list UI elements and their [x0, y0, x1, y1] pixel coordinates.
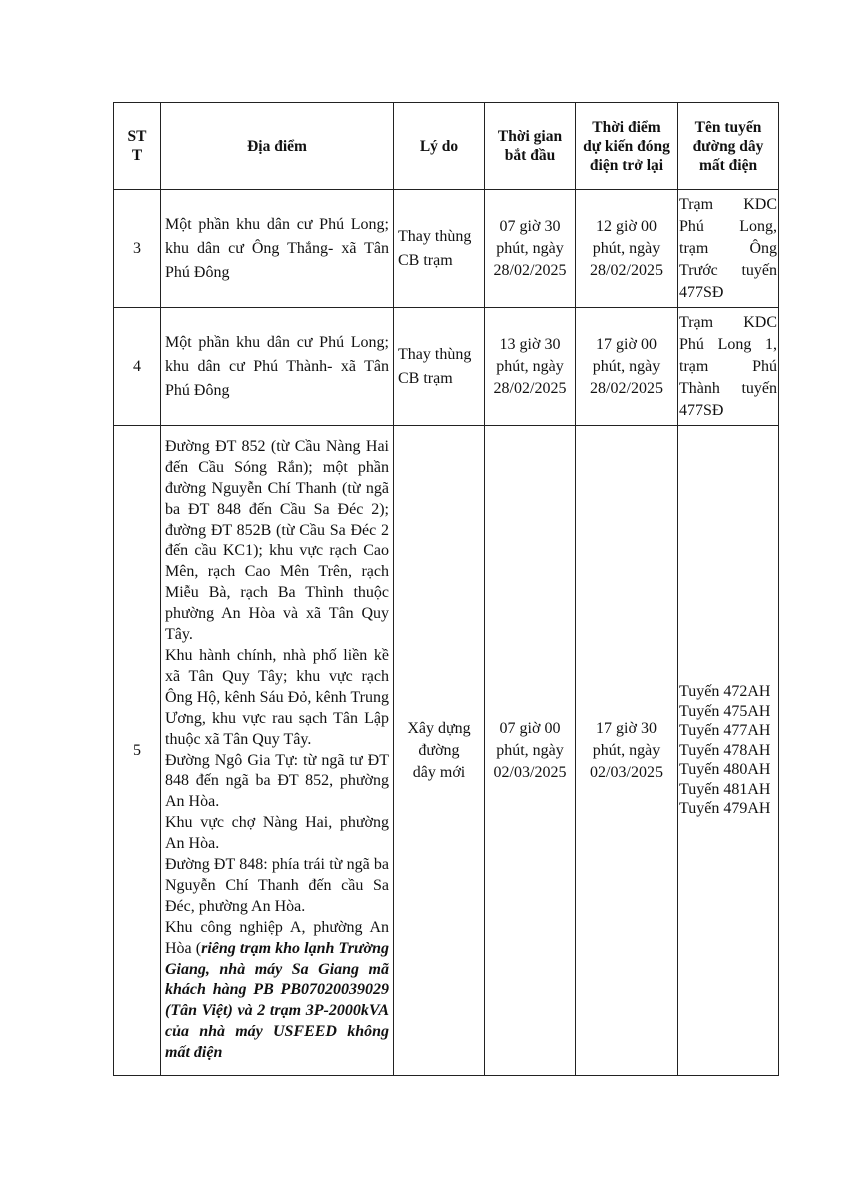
route-item: Tuyến 478AH	[679, 741, 771, 759]
row-route: Trạm KDC Phú Long 1, trạm Phú Thành tuyến 477SĐ	[678, 308, 779, 426]
location-paragraph: Đường Ngô Gia Tự: từ ngã tư ĐT 848 đến ngã ba ĐT 852, phường An Hòa.	[165, 751, 389, 811]
row-restore-time: 12 giờ 00 phút, ngày 28/02/2025	[576, 190, 678, 308]
row-location: Một phần khu dân cư Phú Long; khu dân cư Ông Thắng- xã Tân Phú Đông	[161, 190, 394, 308]
power-outage-table	[113, 102, 779, 1076]
route-item: Tuyến 472AH	[679, 683, 771, 701]
row-reason: Thay thùng CB trạm	[394, 308, 485, 426]
row-route-list	[678, 426, 779, 1076]
route-item: Tuyến 477AH	[679, 722, 771, 740]
route-item: Tuyến 481AH	[679, 780, 771, 798]
route-item: Tuyến 479AH	[679, 800, 771, 818]
location-plain-text: Khu công nghiệp A, phường An Hòa (	[165, 918, 389, 957]
row-location: Một phần khu dân cư Phú Long; khu dân cư Phú Thành- xã Tân Phú Đông	[161, 308, 394, 426]
table-row	[114, 426, 779, 1076]
location-paragraph: Đường ĐT 848: phía trái từ ngã ba Nguyễn Chí Thanh đến cầu Sa Đéc, phường An Hòa.	[165, 856, 389, 915]
header-reason: Lý do	[394, 103, 485, 190]
table-header-row	[114, 103, 779, 190]
row-restore-time: 17 giờ 30 phút, ngày 02/03/2025	[576, 426, 678, 1076]
location-paragraph	[165, 918, 389, 1064]
table-row	[114, 308, 779, 426]
route-item: Tuyến 475AH	[679, 702, 771, 720]
row-stt: 3	[114, 190, 161, 308]
table-row	[114, 190, 779, 308]
row-location	[161, 426, 394, 1076]
row-stt: 4	[114, 308, 161, 426]
row-start-time: 07 giờ 30 phút, ngày 28/02/2025	[485, 190, 576, 308]
location-paragraph: Khu hành chính, nhà phố liền kề xã Tân Quy Tây; khu vực rạch Ông Hộ, kênh Sáu Đỏ, kênh Trung Ương, khu vực rau sạch Tân Lập thuộc xã Tân Quy Tây.	[165, 646, 389, 748]
header-restore-time: Thời điểm dự kiến đóng điện trở lại	[576, 103, 678, 190]
row-stt: 5	[114, 426, 161, 1076]
route-item: Tuyến 480AH	[679, 761, 771, 779]
row-route: Trạm KDC Phú Long, trạm Ông Trước tuyến 477SĐ	[678, 190, 779, 308]
location-paragraph: Khu vực chợ Nàng Hai, phường An Hòa.	[165, 814, 389, 853]
location-emphasis-text: riêng trạm kho lạnh Trường Giang, nhà máy Sa Giang mã khách hàng PB PB07020039029 (Tân Việt) và 2 trạm 3P-2000kVA của nhà máy USFEED không mất điện	[165, 939, 390, 1062]
row-start-time: 13 giờ 30 phút, ngày 28/02/2025	[485, 308, 576, 426]
header-stt: ST T	[114, 103, 161, 190]
row-start-time: 07 giờ 00 phút, ngày 02/03/2025	[485, 426, 576, 1076]
header-location: Địa điểm	[161, 103, 394, 190]
header-start-time: Thời gian bắt đầu	[485, 103, 576, 190]
header-route: Tên tuyến đường dây mất điện	[678, 103, 779, 190]
row-restore-time: 17 giờ 00 phút, ngày 28/02/2025	[576, 308, 678, 426]
row-reason: Thay thùng CB trạm	[394, 190, 485, 308]
location-paragraph: Đường ĐT 852 (từ Cầu Nàng Hai đến Cầu Sóng Rắn); một phần đường Nguyễn Chí Thanh (từ ngã ba ĐT 848 đến Cầu Sa Đéc 2); đường ĐT 852B (từ Cầu Sa Đéc 2 đến cầu KC1); khu vực rạch Cao Mên, rạch Cao Mên Trên, rạch Miễu Bà, rạch Ba Thình thuộc phường An Hòa và xã Tân Quy Tây.	[165, 437, 389, 644]
row-reason: Xây dựng đường dây mới	[394, 426, 485, 1076]
